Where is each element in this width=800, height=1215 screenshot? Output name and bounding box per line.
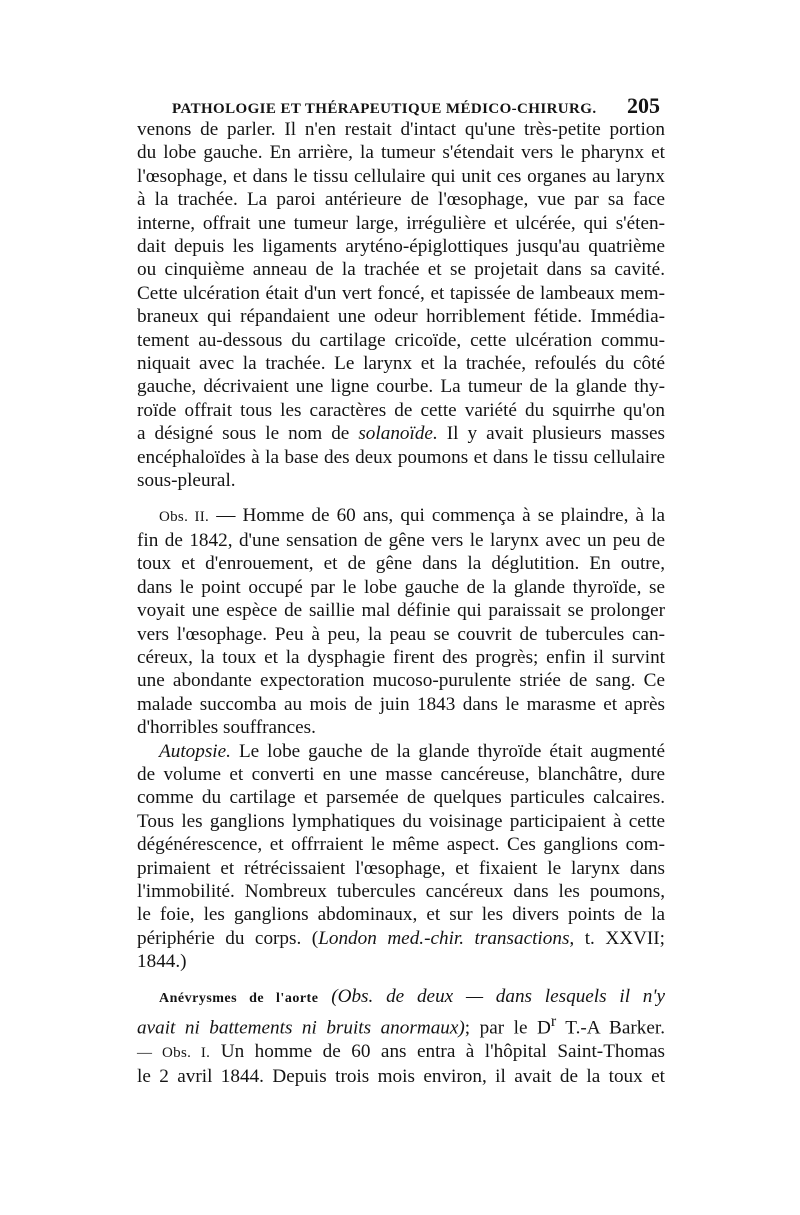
line-segment: Le lobe gauche de la glande thyroïde était augmenté: [238, 740, 666, 762]
text-line: dans le point occupé par le lobe gauche de la glande thyroïde, se: [137, 576, 665, 598]
text-line: toux et d'enrouement, et de gêne dans la déglutition. En outre,: [137, 553, 665, 575]
text-line: de volume et converti en une masse cancéreuse, blanchâtre, dure: [137, 763, 665, 785]
text-line: le 2 avril 1844. Depuis trois mois environ, il avait de la toux et: [137, 1066, 665, 1088]
italic-note: (Obs. de deux — dans lesquels il n'y: [331, 985, 666, 1007]
aneurysm-section: [137, 985, 665, 1089]
italic-term: solanoïde.: [358, 423, 438, 445]
body-text: [137, 118, 665, 1089]
author-title-sup: r: [550, 1013, 557, 1031]
text-line: du lobe gauche. En arrière, la tumeur s'étendait vers le pharynx et: [137, 142, 665, 164]
text-line: dait depuis les ligaments aryténo-épiglottiques jusqu'au quatrième: [137, 236, 665, 258]
journal-reference: London med.-chir. transactions,: [318, 927, 575, 949]
line-segment: — Homme de 60 ans, qui commença à se plaindre, à la: [216, 504, 666, 526]
text-line: [137, 1010, 665, 1040]
text-line: 1844.): [137, 951, 187, 973]
text-line: tement au-dessous du cartilage cricoïde, cette ulcération commu-: [137, 329, 665, 351]
line-segment: a désigné sous le nom de: [137, 423, 350, 445]
observation-label: Obs. II.: [159, 508, 210, 525]
text-line: ou cinquième anneau de la trachée et se projetait dans sa cavité.: [137, 259, 665, 281]
text-line: Tous les ganglions lymphatiques du voisinage participaient à cette: [137, 810, 665, 832]
observation-2: [137, 504, 665, 740]
line-segment: Un homme de 60 ans entra à l'hôpital Saint-Thomas: [220, 1040, 666, 1062]
text-line: sous-pleural.: [137, 470, 236, 492]
text-line: comme du cartilage et parsemée de quelques particules calcaires.: [137, 787, 665, 809]
text-line: [137, 1040, 665, 1065]
text-line: encéphaloïdes à la base des deux poumons et dans le tissu cellulaire: [137, 446, 665, 468]
text-line: [137, 927, 665, 950]
text-line: voyait une espèce de saillie mal définie qui paraissait se prolonger: [137, 600, 665, 622]
text-line: le foie, les ganglions abdominaux, et sur les divers points de la: [137, 904, 665, 926]
text-line: céreux, la toux et la dysphagie firent des progrès; enfin il survint: [137, 646, 665, 668]
autopsie-label: Autopsie.: [159, 740, 231, 762]
text-line: fin de 1842, d'une sensation de gêne vers le larynx avec un peu de: [137, 529, 665, 551]
text-line: d'horribles souffrances.: [137, 717, 316, 739]
text-line: à la trachée. La paroi antérieure de l'œsophage, vue par sa face: [137, 189, 665, 211]
line-segment: t. XXVII;: [584, 927, 666, 949]
text-line: [137, 985, 665, 1010]
text-line: [137, 504, 665, 529]
running-head: [172, 93, 660, 119]
running-title: PATHOLOGIE ET THÉRAPEUTIQUE MÉDICO-CHIRURG.: [172, 101, 597, 117]
paragraph-continuation: [137, 118, 665, 493]
text-line: l'immobilité. Nombreux tubercules cancéreux dans les poumons,: [137, 881, 665, 902]
text-line: Cette ulcération était d'un vert foncé, et tapissée de lambeaux mem-: [137, 282, 665, 304]
text-line: roïde offrait tous les caractères de cette variété du squirrhe qu'on: [137, 399, 665, 421]
autopsie-paragraph: [137, 740, 665, 974]
text-line: [137, 422, 665, 445]
italic-note: avait ni battements ni bruits anormaux): [137, 1017, 465, 1039]
text-line: braneux qui répandaient une odeur horriblement fétide. Immédia-: [137, 306, 665, 328]
text-line: niquait avec la trachée. Le larynx et la trachée, refoulés du côté: [137, 353, 665, 375]
text-line: interne, offrait une tumeur large, irrégulière et ulcérée, qui s'éten-: [137, 212, 665, 234]
text-line: gauche, décrivaient une ligne courbe. La tumeur de la glande thy-: [137, 376, 665, 398]
line-segment: périphérie du corps. (: [137, 927, 319, 949]
observation-label: — Obs. I.: [137, 1044, 211, 1061]
line-segment: ; par le D: [464, 1017, 551, 1039]
line-segment: Il y avait plusieurs masses: [446, 423, 665, 445]
author-name: T.-A Barker.: [556, 1017, 665, 1039]
page-number: 205: [627, 93, 660, 118]
text-line: vers l'œsophage. Peu à peu, la peau se couvrit de tubercules can-: [137, 623, 665, 645]
section-heading: Anévrysmes de l'aorte: [159, 990, 319, 1006]
text-line: l'œsophage, et dans le tissu cellulaire qui unit ces organes au larynx: [137, 165, 665, 187]
text-line: dégénérescence, et offrraient le même aspect. Ces ganglions com-: [137, 834, 665, 856]
text-line: [137, 740, 665, 763]
text-line: venons de parler. Il n'en restait d'intact qu'une très-petite portion: [137, 119, 665, 140]
text-line: malade succomba au mois de juin 1843 dans le marasme et après: [137, 693, 665, 715]
text-line: une abondante expectoration mucoso-purulente striée de sang. Ce: [137, 670, 665, 692]
text-line: primaient et rétrécissaient l'œsophage, et fixaient le larynx dans: [137, 857, 665, 879]
